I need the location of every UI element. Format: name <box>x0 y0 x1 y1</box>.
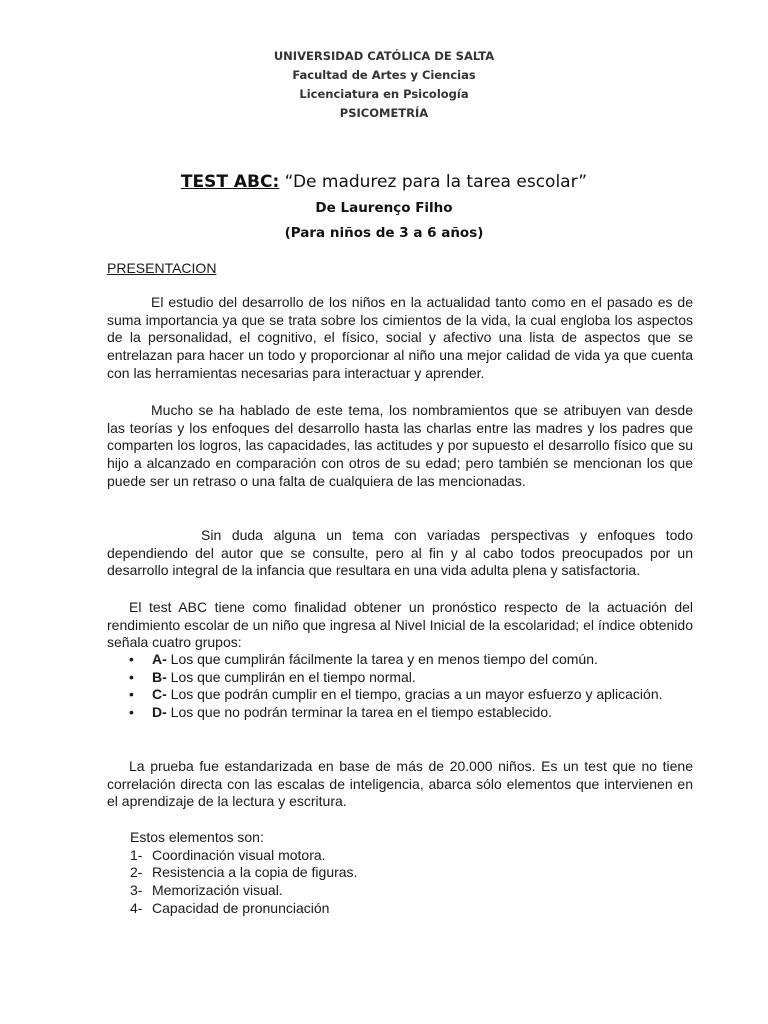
list-item <box>130 864 357 882</box>
document-header <box>0 47 768 123</box>
group-text: Los que no podrán terminar la tarea en el tiempo establecido. <box>166 704 553 721</box>
item-number: 2- <box>130 864 143 881</box>
group-text: Los que cumplirán en el tiempo normal. <box>166 668 416 685</box>
group-letter: D- <box>152 704 167 721</box>
paragraph-1: El estudio del desarrollo de los niños en la actualidad tanto como en el pasado es de suma importancia ya que se trata sobre los cimientos de la vida, la cual engloba los aspectos de la personalidad, el cognitivo, el físico, social y afectivo una lista de aspectos que se entrelazan para hacer un todo y proporcionar al niño una mejor calidad de vida ya que cuenta con las herramientas necesarias para interactuar y aprender. <box>107 294 693 381</box>
bullet-icon: • <box>129 704 134 721</box>
item-text: Memorización visual. <box>152 882 283 899</box>
item-number: 3- <box>130 882 143 899</box>
group-text: Los que cumplirán fácilmente la tarea y en menos tiempo del común. <box>166 651 598 667</box>
bullet-icon: • <box>129 686 134 703</box>
list-item <box>127 686 693 704</box>
degree-name: Licenciatura en Psicología <box>299 87 469 101</box>
paragraph-2: Mucho se ha hablado de este tema, los nombramientos que se atribuyen van desde las teorías y los enfoques del desarrollo hasta las charlas entre las madres y los padres que comparten los logros, las capacidades, las actitudes y por supuesto el desarrollo físico que su hijo a alcanzado en comparación con otros de su edad; pero también se mencionan los que puede ser un retraso o una falta de cualquiera de las mencionadas. <box>107 402 693 489</box>
item-number: 1- <box>130 846 143 863</box>
item-number: 4- <box>130 899 143 916</box>
age-range-line: (Para niños de 3 a 6 años) <box>284 225 484 241</box>
list-item <box>127 651 693 669</box>
bullet-icon: • <box>129 651 134 667</box>
author-line: De Laurenço Filho <box>315 200 453 216</box>
paragraph-3: Sin duda alguna un tema con variadas perspectivas y enfoques todo dependiendo del autor que se consulte, pero al fin y al cabo todos preocupados por un desarrollo integral de la infancia que resultara en una vida adulta plena y satisfactoria. <box>107 527 693 579</box>
list-item <box>130 847 357 865</box>
paragraph-5: La prueba fue estandarizada en base de más de 20.000 niños. Es un test que no tiene correlación directa con las escalas de inteligencia, abarca sólo elementos que intervienen en el aprendizaje de la lectura y escritura. <box>107 758 693 810</box>
item-text: Resistencia a la copia de figuras. <box>152 864 358 881</box>
bullet-icon: • <box>129 668 134 685</box>
list-item <box>130 900 357 918</box>
subject-name: PSICOMETRÍA <box>339 106 429 120</box>
list-item <box>127 704 693 722</box>
list-item <box>130 882 357 900</box>
elements-intro: Estos elementos son: <box>130 829 264 845</box>
document-title <box>0 168 768 196</box>
groups-list <box>127 651 693 722</box>
paragraph-4: El test ABC tiene como finalidad obtener un pronóstico respecto de la actuación del rendimiento escolar de un niño que ingresa al Nivel Inicial de la escolaridad; el índice obtenido señala cuatro grupos: <box>107 599 693 651</box>
title-text: “De madurez para la tarea escolar” <box>284 172 588 192</box>
title-block <box>0 168 768 246</box>
section-heading: PRESENTACION <box>107 260 217 276</box>
faculty-name: Facultad de Artes y Ciencias <box>292 68 476 82</box>
list-item <box>127 669 693 687</box>
item-text: Capacidad de pronunciación <box>152 899 330 916</box>
university-name: UNIVERSIDAD CATÓLICA DE SALTA <box>273 49 495 63</box>
group-letter: C- <box>152 686 167 703</box>
group-letter: B- <box>152 668 167 685</box>
item-text: Coordinación visual motora. <box>152 846 326 863</box>
group-text: Los que podrán cumplir en el tiempo, gracias a un mayor esfuerzo y aplicación. <box>166 686 663 703</box>
title-label: TEST ABC: <box>180 172 280 192</box>
elements-list <box>130 829 357 917</box>
group-letter: A- <box>152 651 167 667</box>
